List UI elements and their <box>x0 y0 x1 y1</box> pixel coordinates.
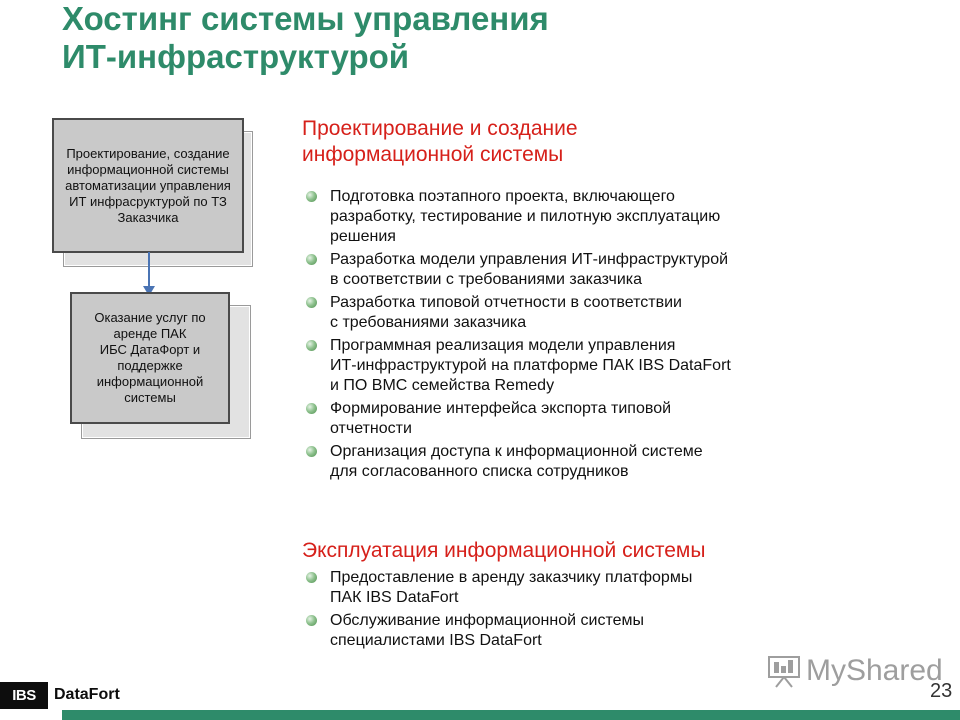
bullet-icon <box>306 297 317 308</box>
bullet-icon <box>306 340 317 351</box>
bullet-icon <box>306 446 317 457</box>
watermark-text: MyShared <box>806 654 943 687</box>
list-item: Предоставление в аренду заказчику платформы ПАК IBS DataFort <box>306 568 906 608</box>
list-item: Подготовка поэтапного проекта, включающего разработку, тестирование и пилотную эксплуатацию решения <box>306 187 906 247</box>
presentation-icon <box>766 654 802 688</box>
list-item: Формирование интерфейса экспорта типовой отчетности <box>306 399 906 439</box>
diagram-box-design <box>52 118 252 268</box>
bullet-icon <box>306 615 317 626</box>
list-item: Программная реализация модели управления ИТ-инфраструктурой на платформе ПАК IBS DataFort и ПО BMC семейства Remedy <box>306 336 906 396</box>
section-design-list <box>306 187 906 485</box>
list-item: Организация доступа к информационной системе для согласованного списка сотрудников <box>306 442 906 482</box>
bullet-icon <box>306 191 317 202</box>
section-operation-heading: Эксплуатация информационной системы <box>302 539 706 562</box>
page-number: 23 <box>930 680 953 702</box>
diagram-box-design-text: Проектирование, создание информационной системы автоматизации управления ИТ инфрасруктурой по ТЗ Заказчика <box>52 118 244 253</box>
list-item: Обслуживание информационной системы специалистами IBS DataFort <box>306 611 906 651</box>
datafort-logo: DataFort <box>54 686 120 703</box>
bullet-icon <box>306 254 317 265</box>
diagram-box-services <box>70 292 250 440</box>
bullet-icon <box>306 572 317 583</box>
diagram-box-services-text: Оказание услуг по аренде ПАК ИБС ДатаФорт и поддержке информационной системы <box>70 292 230 424</box>
slide-title: Хостинг системы управления ИТ-инфраструктурой <box>62 0 549 75</box>
list-item: Разработка типовой отчетности в соответствии с требованиями заказчика <box>306 293 906 333</box>
section-design-heading: Проектирование и создание информационной системы <box>302 117 578 166</box>
list-item: Разработка модели управления ИТ-инфраструктурой в соответствии с требованиями заказчика <box>306 250 906 290</box>
watermark <box>766 654 943 688</box>
ibs-logo: IBS <box>0 682 48 709</box>
section-operation-list <box>306 568 906 654</box>
bullet-icon <box>306 403 317 414</box>
footer-bar <box>62 710 960 720</box>
